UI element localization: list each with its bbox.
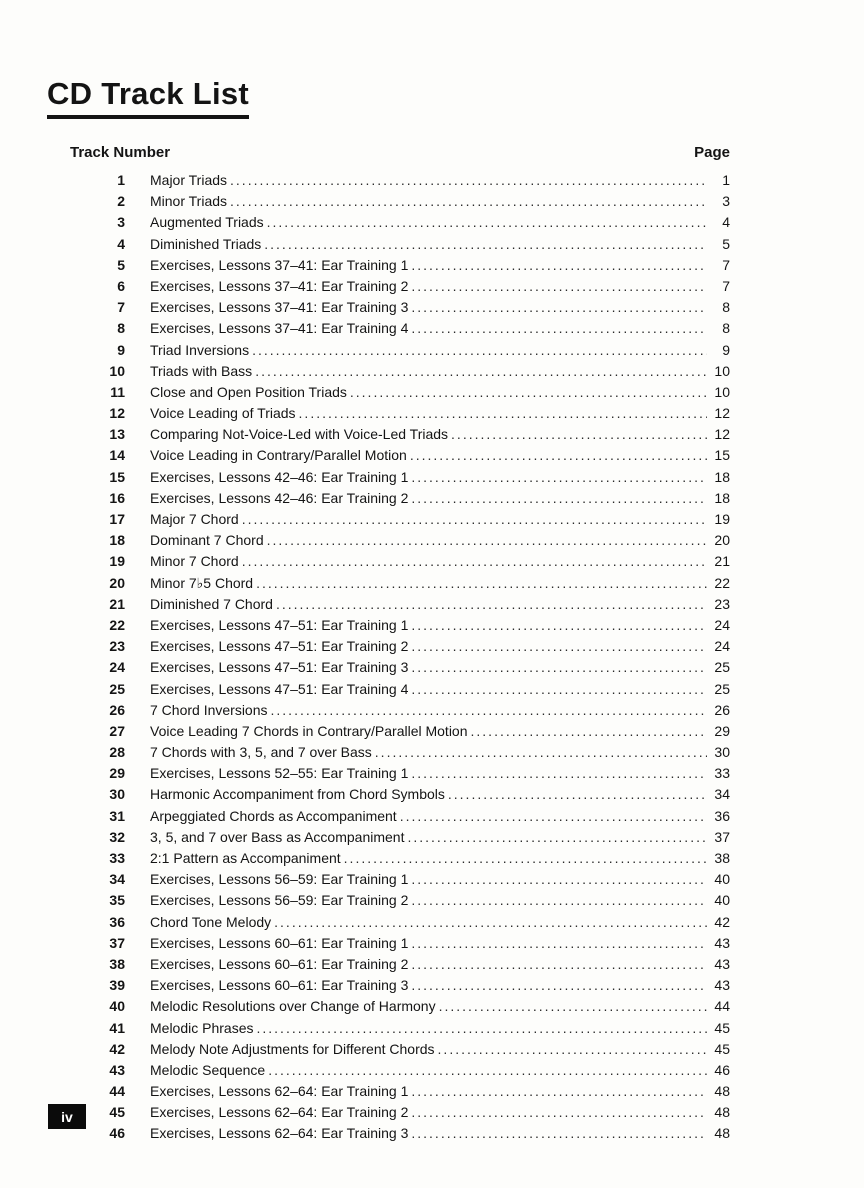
track-page-number: 45 [714,1019,730,1036]
track-number: 1 [117,172,125,188]
track-page-number: 7 [722,277,730,294]
track-title: Triad Inversions [150,341,250,358]
track-number: 37 [109,934,125,951]
track-page-number: 4 [722,214,730,231]
track-page-number: 10 [714,383,730,400]
track-row [70,212,730,233]
track-number: 13 [109,426,125,443]
track-page-number: 7 [722,256,730,273]
track-page-number: 48 [714,1083,730,1100]
dot-leader [344,848,707,869]
dot-leader [438,1039,707,1060]
page-number-badge: iv [48,1104,86,1129]
dot-leader [411,636,707,657]
track-page-number: 15 [714,447,730,464]
track-title: Melody Note Adjustments for Different Chords [150,1040,435,1057]
track-page-number: 23 [714,595,730,612]
dot-leader [276,594,707,615]
track-title: Augmented Triads [150,214,264,231]
dot-leader [451,424,707,445]
track-title: Exercises, Lessons 37–41: Ear Training 1 [150,256,409,273]
dot-leader [411,869,707,890]
toc-header [70,144,730,161]
track-page-number: 24 [714,616,730,633]
track-number: 28 [109,744,125,761]
track-page-number: 9 [722,341,730,358]
track-title: Exercises, Lessons 62–64: Ear Training 1 [150,1083,409,1100]
track-page-number: 45 [714,1040,730,1057]
dot-leader [350,382,707,403]
track-number: 38 [109,955,125,972]
track-page-number: 43 [714,955,730,972]
track-number: 3 [117,214,125,231]
track-title: Melodic Resolutions over Change of Harmony [150,998,436,1015]
track-page-number: 24 [714,638,730,655]
track-number: 26 [109,701,125,718]
dot-leader [267,212,707,233]
track-number: 32 [109,828,125,845]
track-list [70,170,730,1145]
track-number: 30 [109,786,125,803]
track-row [70,827,730,848]
dot-leader [411,297,707,318]
track-row [70,912,730,933]
track-title: Major 7 Chord [150,511,239,527]
track-number: 21 [109,595,125,612]
track-title: Dominant 7 Chord [150,532,264,549]
track-row [70,318,730,339]
track-title: Exercises, Lessons 56–59: Ear Training 1 [150,871,409,888]
track-row [70,636,730,657]
dot-leader [448,784,707,805]
track-row [70,1102,730,1123]
track-row [70,975,730,996]
track-page-number: 22 [714,574,730,591]
track-row [70,954,730,975]
track-page-number: 33 [714,765,730,782]
track-page-number: 43 [714,934,730,951]
track-number: 9 [117,341,125,358]
track-title: Exercises, Lessons 47–51: Ear Training 4 [150,680,409,697]
track-row [70,869,730,890]
track-title: Comparing Not-Voice-Led with Voice-Led Triads [150,426,449,443]
dot-leader [271,700,707,721]
track-title: Minor 7♭5 Chord [150,574,254,591]
track-title: Exercises, Lessons 47–51: Ear Training 2 [150,638,409,655]
track-title: 2:1 Pattern as Accompaniment [150,850,341,866]
track-title: Melodic Phrases [150,1019,254,1036]
track-number: 14 [109,447,125,464]
track-row [70,806,730,827]
page-column-header: Page [694,144,730,161]
track-page-number: 26 [714,701,730,718]
dot-leader [411,318,707,339]
track-page-number: 18 [714,468,730,485]
track-number: 17 [109,511,125,527]
track-row [70,890,730,911]
dot-leader [411,657,707,678]
track-row [70,488,730,509]
dot-leader [411,255,707,276]
dot-leader [407,827,707,848]
track-page-number: 44 [714,998,730,1015]
dot-leader [411,763,707,784]
track-page-number: 42 [714,913,730,930]
track-page-number: 38 [714,850,730,866]
dot-leader [411,1102,707,1123]
dot-leader [411,1123,707,1144]
track-title: Minor Triads [150,193,228,210]
dot-leader [299,403,707,424]
track-row [70,234,730,255]
dot-leader [411,679,707,700]
track-page-number: 46 [714,1061,730,1078]
dot-leader [411,488,707,509]
track-title: Voice Leading of Triads [150,405,296,422]
track-number: 15 [109,468,125,485]
track-title: Exercises, Lessons 52–55: Ear Training 1 [150,765,409,782]
track-number: 43 [109,1061,125,1078]
track-title: 3, 5, and 7 over Bass as Accompaniment [150,828,405,845]
dot-leader [264,234,707,255]
track-row [70,573,730,594]
dot-leader [274,912,707,933]
track-row [70,1018,730,1039]
dot-leader [230,170,707,191]
track-title: Exercises, Lessons 60–61: Ear Training 1 [150,934,409,951]
track-row [70,297,730,318]
dot-leader [411,276,707,297]
track-number: 39 [109,977,125,994]
track-row [70,700,730,721]
dot-leader [411,467,707,488]
track-number: 40 [109,998,125,1015]
track-row [70,933,730,954]
track-title: Exercises, Lessons 60–61: Ear Training 3 [150,977,409,994]
track-number: 19 [109,553,125,570]
track-row [70,467,730,488]
dot-leader [267,530,707,551]
track-page-number: 12 [714,426,730,443]
track-row [70,615,730,636]
dot-leader [242,509,707,530]
track-page-number: 25 [714,680,730,697]
dot-leader [257,1018,708,1039]
track-row [70,996,730,1017]
track-page-number: 18 [714,489,730,506]
track-number-column-header: Track Number [70,144,171,161]
track-row [70,594,730,615]
track-title: Exercises, Lessons 37–41: Ear Training 4 [150,320,409,337]
track-page-number: 37 [714,828,730,845]
track-title: Major Triads [150,172,228,188]
track-row [70,1060,730,1081]
track-page-number: 1 [722,172,730,188]
track-page-number: 19 [714,511,730,527]
track-title: Exercises, Lessons 62–64: Ear Training 2 [150,1104,409,1121]
dot-leader [375,742,707,763]
dot-leader [252,340,707,361]
track-row [70,742,730,763]
track-page-number: 29 [714,722,730,739]
track-number: 25 [109,680,125,697]
track-page-number: 8 [722,320,730,337]
track-number: 20 [109,574,125,591]
track-title: Voice Leading 7 Chords in Contrary/Parallel Motion [150,722,468,739]
track-number: 29 [109,765,125,782]
track-page-number: 48 [714,1125,730,1142]
track-number: 4 [117,235,125,252]
track-title: Close and Open Position Triads [150,383,347,400]
dot-leader [256,573,707,594]
track-row [70,679,730,700]
track-number: 7 [117,299,125,316]
track-number: 22 [109,616,125,633]
track-number: 24 [109,659,125,676]
track-number: 44 [109,1083,125,1100]
track-title: Exercises, Lessons 37–41: Ear Training 2 [150,277,409,294]
track-row [70,657,730,678]
track-number: 36 [109,913,125,930]
track-page-number: 40 [714,871,730,888]
track-row [70,763,730,784]
dot-leader [230,191,707,212]
track-number: 42 [109,1040,125,1057]
track-row [70,551,730,572]
track-number: 23 [109,638,125,655]
dot-leader [400,806,707,827]
track-number: 41 [109,1019,125,1036]
track-title: Voice Leading in Contrary/Parallel Motion [150,447,407,464]
track-title: 7 Chords with 3, 5, and 7 over Bass [150,744,372,761]
track-title: Exercises, Lessons 42–46: Ear Training 2 [150,489,409,506]
track-row [70,848,730,869]
track-row [70,255,730,276]
track-page-number: 20 [714,532,730,549]
track-number: 46 [109,1125,125,1142]
track-title: Minor 7 Chord [150,553,239,570]
track-number: 10 [109,362,125,379]
track-title: Exercises, Lessons 47–51: Ear Training 1 [150,616,409,633]
dot-leader [411,954,707,975]
track-page-number: 12 [714,405,730,422]
track-number: 35 [109,892,125,909]
track-title: Exercises, Lessons 37–41: Ear Training 3 [150,299,409,316]
track-number: 2 [117,193,125,210]
track-number: 16 [109,489,125,506]
track-title: Arpeggiated Chords as Accompaniment [150,807,397,824]
track-number: 11 [110,383,125,400]
track-row [70,361,730,382]
track-row [70,1081,730,1102]
track-title: 7 Chord Inversions [150,701,268,718]
track-title: Exercises, Lessons 42–46: Ear Training 1 [150,468,409,485]
track-row [70,509,730,530]
track-page-number: 21 [714,553,730,570]
track-number: 27 [109,722,125,739]
track-number: 6 [117,277,125,294]
track-number: 34 [109,871,125,888]
track-number: 5 [117,256,125,273]
track-row [70,1123,730,1144]
track-page-number: 8 [722,299,730,316]
track-title: Melodic Sequence [150,1061,266,1078]
track-title: Exercises, Lessons 56–59: Ear Training 2 [150,892,409,909]
track-page-number: 10 [714,362,730,379]
dot-leader [411,615,707,636]
track-page-number: 34 [714,786,730,803]
track-title: Exercises, Lessons 60–61: Ear Training 2 [150,955,409,972]
dot-leader [411,975,707,996]
dot-leader [268,1060,707,1081]
track-title: Chord Tone Melody [150,913,272,930]
track-number: 31 [109,807,125,824]
track-page-number: 25 [714,659,730,676]
track-row [70,784,730,805]
dot-leader [411,890,707,911]
track-page-number: 3 [722,193,730,210]
track-row [70,445,730,466]
track-title: Diminished Triads [150,235,262,252]
dot-leader [411,1081,707,1102]
track-page-number: 30 [714,744,730,761]
dot-leader [410,445,707,466]
dot-leader [411,933,707,954]
dot-leader [439,996,707,1017]
track-number: 12 [109,405,125,422]
track-page-number: 40 [714,892,730,909]
track-number: 8 [117,320,125,337]
track-title: Exercises, Lessons 47–51: Ear Training 3 [150,659,409,676]
page-title: CD Track List [47,76,249,119]
track-page-number: 5 [722,235,730,252]
track-number: 45 [109,1104,125,1121]
track-number: 18 [109,532,125,549]
track-title: Harmonic Accompaniment from Chord Symbols [150,786,445,803]
track-row [70,276,730,297]
track-title: Exercises, Lessons 62–64: Ear Training 3 [150,1125,409,1142]
dot-leader [242,551,707,572]
track-row [70,170,730,191]
track-row [70,340,730,361]
track-title: Diminished 7 Chord [150,595,273,612]
track-row [70,382,730,403]
track-row [70,721,730,742]
track-row [70,1039,730,1060]
track-title: Triads with Bass [150,362,253,379]
track-row [70,403,730,424]
track-page-number: 43 [714,977,730,994]
track-page-number: 36 [714,807,730,824]
track-row [70,424,730,445]
track-row [70,191,730,212]
track-list-section [70,144,730,1145]
dot-leader [471,721,707,742]
track-number: 33 [109,850,125,866]
dot-leader [255,361,707,382]
track-row [70,530,730,551]
track-page-number: 48 [714,1104,730,1121]
